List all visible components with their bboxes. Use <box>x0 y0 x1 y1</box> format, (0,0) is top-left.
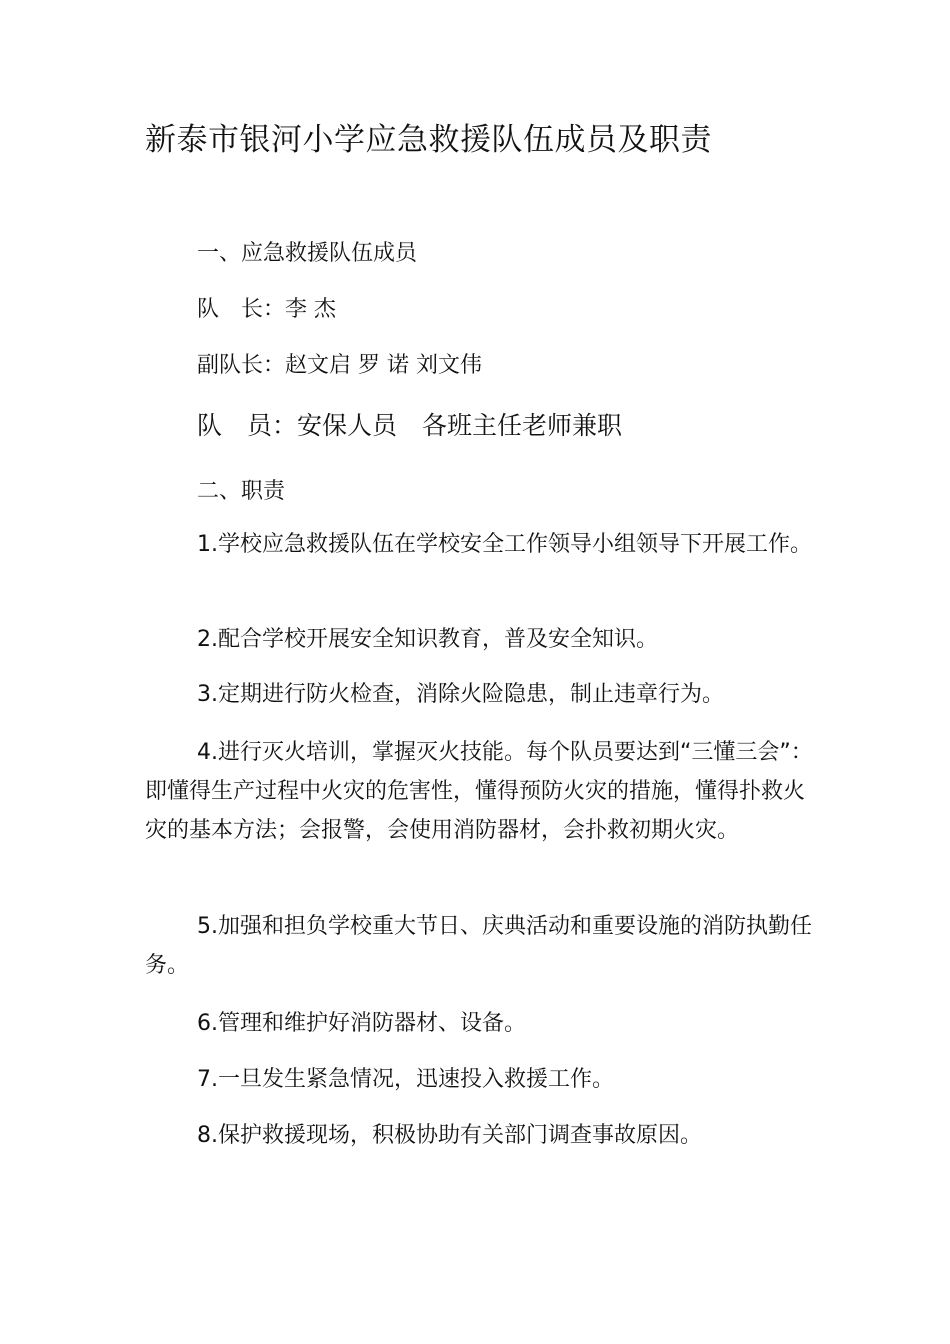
members-value: 安保人员 各班主任老师兼职 <box>297 411 623 440</box>
members-label: 队 员： <box>197 411 298 440</box>
document-title: 新泰市银河小学应急救援队伍成员及职责 <box>145 122 712 158</box>
duty-item-7: 7.一旦发生紧急情况，迅速投入救援工作。 <box>197 1067 614 1092</box>
vice-captain-line <box>197 348 482 379</box>
members-line <box>197 406 622 442</box>
captain-value: 李 杰 <box>285 297 337 322</box>
duty-item-4: 4.进行灭火培训，掌握灭火技能。每个队员要达到“三懂三会”：即懂得生产过程中火灾的危害性，懂得预防火灾的措施，懂得扑救火灾的基本方法；会报警，会使用消防器材，会扑救初期火灾。 <box>145 740 813 843</box>
duty-item-3: 3.定期进行防火检查，消除火险隐患，制止违章行为。 <box>197 682 724 707</box>
vice-captain-label: 副队长： <box>197 353 286 378</box>
captain-label: 队 长： <box>197 297 286 322</box>
section2-heading: 二、职责 <box>197 479 286 504</box>
duty-item-2: 2.配合学校开展安全知识教育，普及安全知识。 <box>197 627 658 652</box>
duty-item-1: 1.学校应急救援队伍在学校安全工作领导小组领导下开展工作。 <box>197 532 812 557</box>
section1-heading: 一、应急救援队伍成员 <box>197 241 418 266</box>
duty-item-8: 8.保护救援现场，积极协助有关部门调查事故原因。 <box>197 1123 702 1148</box>
duty-item-5: 5.加强和担负学校重大节日、庆典活动和重要设施的消防执勤任务。 <box>145 914 812 978</box>
captain-line <box>197 292 336 323</box>
duty-item-6: 6.管理和维护好消防器材、设备。 <box>197 1011 526 1036</box>
vice-captain-value: 赵文启 罗 诺 刘文伟 <box>285 353 482 378</box>
